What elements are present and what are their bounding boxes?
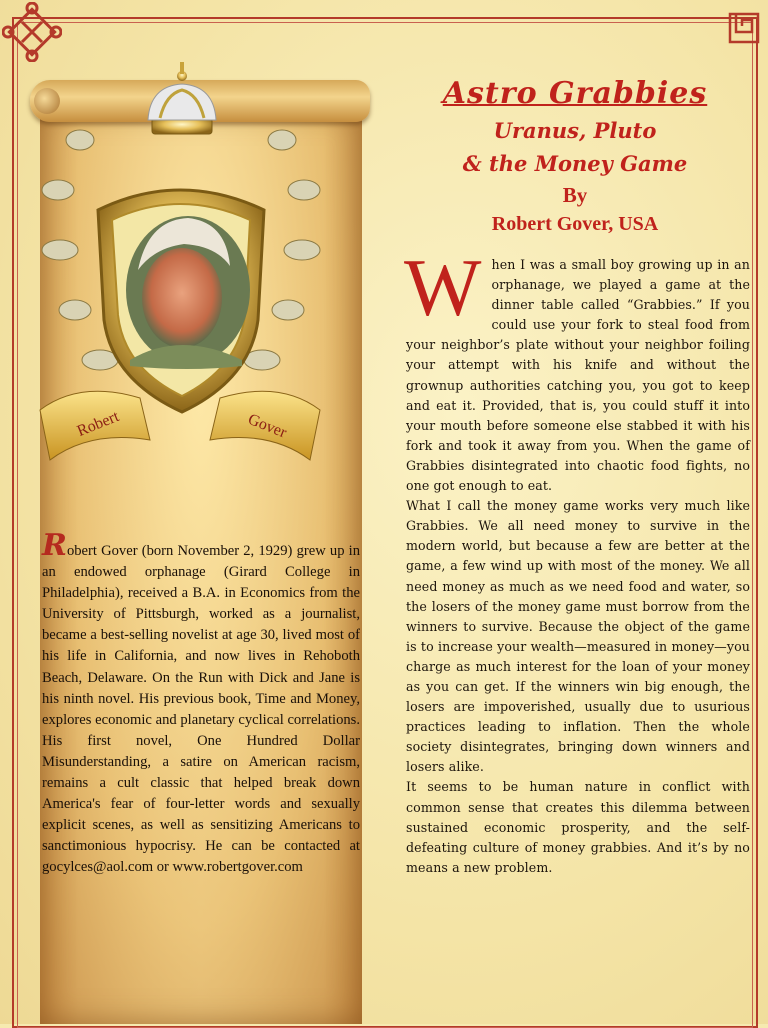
bio-dropcap: R xyxy=(42,528,67,563)
article-paragraph-2: What I call the money game works very much like Grabbies. We all need money to survive in the modern world, but because a few are better at the game, a few wind up with most of the money. We all need money as much as we need food and water, so the losers of the money game must borrow from the winners to survive. Because the object of the game is to increase your wealth—measured in money—you charge as much interest for the loan of your money as you can get. If the winners win big enough, the losers are impoverished, usually due to usurious practices leading to inflation. Then the whole society disintegrates, bringing down winners and losers alike. xyxy=(406,498,750,775)
byline-author: Robert Gover, USA xyxy=(491,213,659,235)
bio-text: grew up in an endowed orphanage (Girard College in Philadelphia), received a B.A. in Economics from the University of Pittsburgh, worked as a journalist, became a best-selling novelist at age 30, lived most of his life in California, and now lives in Rehoboth Beach, Delaware. On the Run with Dick and Jane is his ninth novel. His previous book, Time and Money, explores economic and planetary cyclical correlations. His first novel, One Hundred Dollar Misunderstanding, a satire on American racism, remains a cult classic that helped break down America's fear of four-letter words and sexually explicit scenes, as well as sensitizing Americans to sanctimonious hypocrisy. He can be contacted at gocylces@aol.com or www.robertgover.com xyxy=(42,543,360,876)
corner-ornament-icon xyxy=(726,10,762,46)
subtitle-line-2: & the Money Game xyxy=(462,151,688,176)
subtitle-line-1: Uranus, Pluto xyxy=(493,118,657,143)
endless-knot-icon xyxy=(2,2,62,62)
shield-crest-icon xyxy=(20,60,340,480)
crown-icon xyxy=(148,62,216,134)
ribbon-label-right: Gover xyxy=(245,410,289,442)
article-body xyxy=(404,242,750,878)
article-paragraph-3: It seems to be human nature in conflict with common sense that creates this dilemma between sustained economic prosperity, and the self-defeating culture of money grabbies. And it’s by no means a new problem. xyxy=(406,779,750,875)
ribbon-label-left: Robert xyxy=(74,407,122,441)
page-title: Astro Grabbies xyxy=(442,76,708,111)
article-dropcap: W xyxy=(404,242,482,333)
bio-first-line: obert Gover (born November 2, 1929) xyxy=(66,543,293,559)
article-title-block xyxy=(390,74,760,238)
article-paragraph-1: hen I was a small boy growing up in an orphanage, we played a game at the dinner table called “Grabbies.” If you could use your fork to steal food from your neighbor’s plate without your neighbor foiling your attempt with his knife and without the grownup authorities catching you, you got to keep and eat it. Provided, that is, you could stuff it into your mouth before someone else stabbed it with his fork and took it away from you. When the game of Grabbies disintegrated into chaotic food fights, no one got enough to eat. xyxy=(406,257,750,494)
byline-by: By xyxy=(562,183,588,207)
author-bio xyxy=(42,528,360,879)
